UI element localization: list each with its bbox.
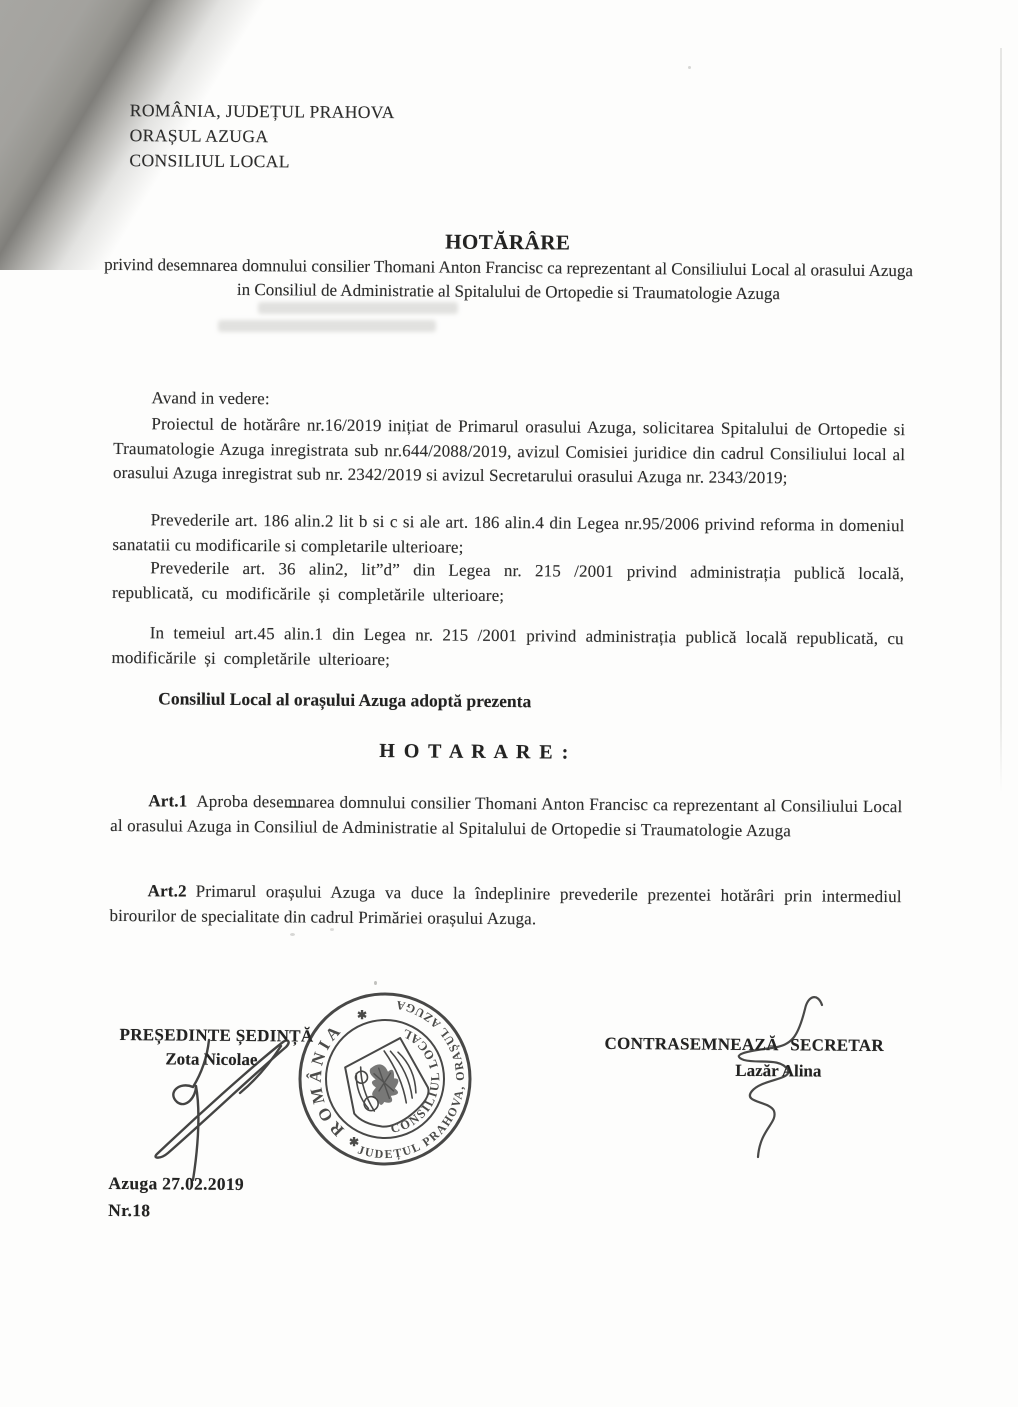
president-name: Zota Nicolae: [165, 1049, 258, 1070]
president-signature: [100, 990, 400, 1210]
document-subtitle: privind desemnarea domnului consilier Thomani Anton Francisc ca reprezentant al Consiliului Local al orasului Azuga in Consiliul de Administratie al Spitalului de Ortopedie si Traumatologie Azuga: [104, 254, 914, 303]
president-role-label: PREȘEDINTE ȘEDINȚĂ: [119, 1025, 314, 1046]
document-title: HOTĂRÂRE: [445, 229, 571, 255]
letterhead-country-county: ROMÂNIA, JUDEȚUL PRAHOVA: [129, 100, 395, 123]
stamp-star-top: ✱: [357, 1008, 368, 1022]
adoption-line: Consiliul Local al orașului Azuga adoptă prezenta: [158, 688, 532, 712]
stamp-council-arc: CONSILIUL LOCAL: [389, 1025, 443, 1136]
article-1: [110, 789, 902, 844]
preamble-item-law215-art45: In temeiul art.45 alin.1 din Legea nr. 215 /2001 privind administrația publică locală republicată, cu modificările și completările ulterioare;: [111, 623, 904, 669]
secretary-name: Lazăr Alina: [735, 1060, 822, 1081]
article-1-text: Aproba desemnarea domnului consilier Thomani Anton Francisc ca reprezentant al Consiliului Local al orasului Azuga in Consiliul de Administratie al Spitalului de Ortopedie si Traumatologie Azuga: [110, 791, 903, 840]
secretary-role-label: CONTRASEMNEAZĂ SECRETAR: [604, 1033, 885, 1056]
decision-heading: H O T A R A R E :: [379, 740, 571, 764]
preamble-item-law215-art36: Prevederile art. 36 alin2, lit”d” din Legea nr. 215 /2001 privind administrația publică locală, republicată, cu modificările și completările ulterioare;: [111, 558, 905, 605]
secretary-signature: [560, 985, 860, 1175]
stamp-country-arc: ROMÂNIA: [305, 1019, 348, 1140]
preamble-intro: Avand in vedere:: [151, 388, 270, 409]
letterhead-town: ORAȘUL AZUGA: [129, 125, 269, 147]
preamble-item-project: Proiectul de hotărâre nr.16/2019 inițiat de Primarul orasului Azuga, solicitarea Spitalului de Ortopedie si Traumatologie Azuga inregistrata sub nr.644/2088/2019, avizul Comisiei juridice din cadrul Consiliului local al orasului Azuga inregistrat sub nr. 2342/2019 si avizul Secretarului orasului Azuga nr. 2343/2019;: [112, 414, 906, 488]
article-2-text: Primarul orașului Azuga va duce la îndeplinire prevederile prezentei hotărâri prin intermediul birourilor de specialitate din cadrul Primăriei orașului Azuga.: [109, 881, 902, 928]
article-2-label: Art.2: [147, 881, 187, 901]
article-2: [109, 879, 901, 934]
letterhead-council: CONSILIUL LOCAL: [129, 150, 290, 172]
place-and-date: Azuga 27.02.2019: [108, 1172, 245, 1195]
article-1-label: Art.1: [148, 791, 188, 811]
letterhead: [129, 98, 394, 175]
preamble-item-law95: Prevederile art. 186 alin.2 lit b si c si ale art. 186 alin.4 din Legea nr.95/2006 privind reforma in domeniul sanatatii cu modificarile si completarile ulterioare;: [112, 510, 905, 557]
decision-number: Nr.18: [108, 1199, 151, 1221]
stamp-county-arc: JUDEȚUL PRAHOVA, ORAȘUL AZUGA: [356, 997, 468, 1162]
stamp-star-bottom: ✱: [349, 1135, 360, 1149]
